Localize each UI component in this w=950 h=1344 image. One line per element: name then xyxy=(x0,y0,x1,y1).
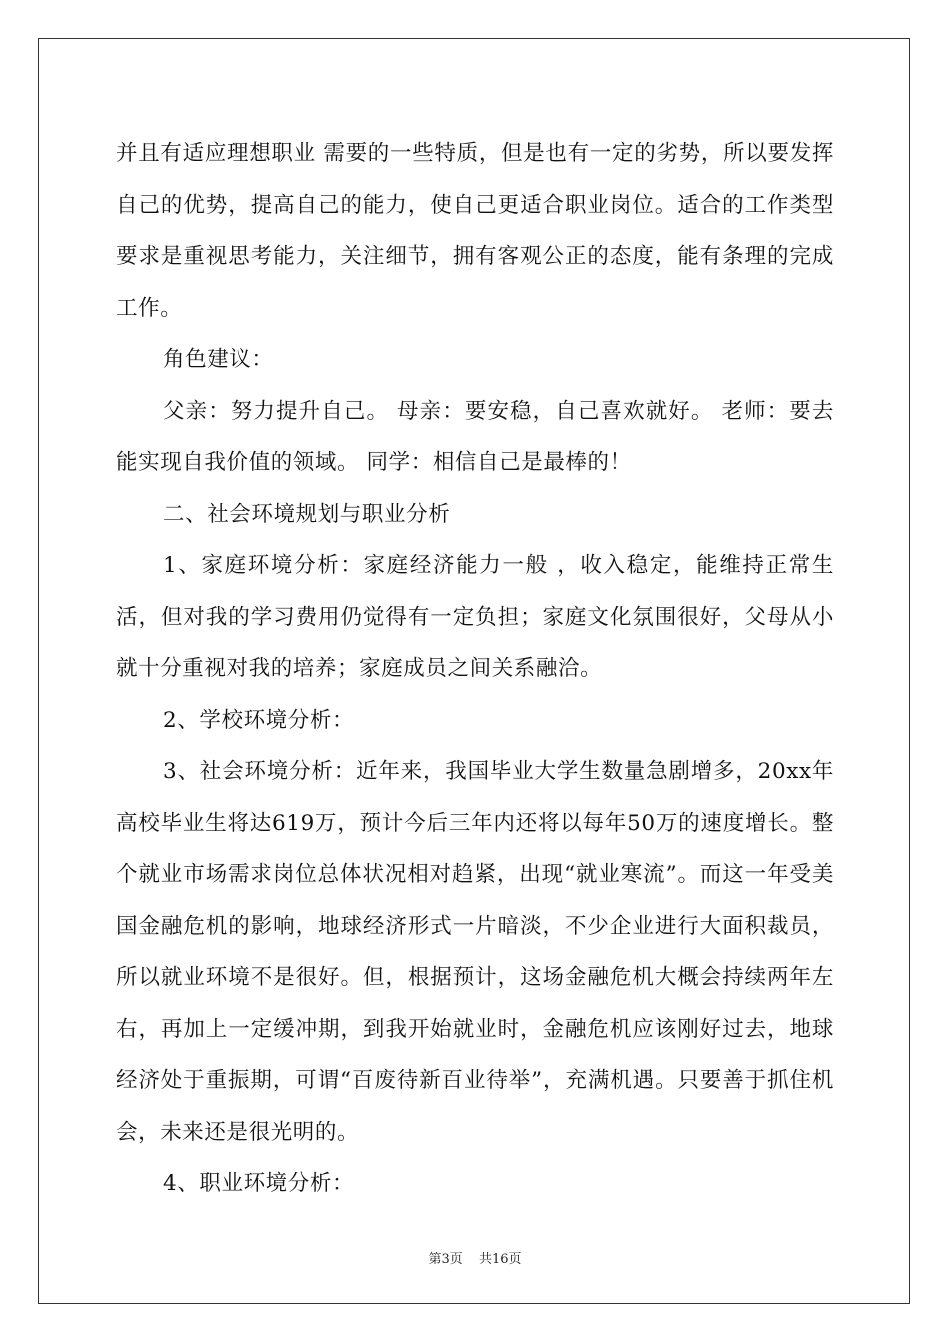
paragraph-1: 并且有适应理想职业 需要的一些特质，但是也有一定的劣势，所以要发挥自己的优势，提高自己的能力，使自己更适合职业岗位。适合的工作类型要求是重视思考能力，关注细节，拥有客观公正的态度，能有条理的完成工作。 xyxy=(116,141,834,321)
document-body xyxy=(116,128,834,1210)
paragraph-4: 二、社会环境规划与职业分析 xyxy=(163,501,451,527)
page-footer xyxy=(0,1248,950,1267)
paragraph-6: 2、学校环境分析： xyxy=(163,707,355,733)
paragraph-8: 4、职业环境分析： xyxy=(163,1171,355,1196)
page-total: 共16页 xyxy=(478,1252,522,1267)
paragraph-3: 父亲：努力提升自己。 母亲：要安稳，自己喜欢就好。 老师：要去能实现自我价值的领域。 同学：相信自己是最棒的！ xyxy=(116,398,834,475)
paragraph-5: 1、家庭环境分析：家庭经济能力一般 ，收入稳定，能维持正常生活，但对我的学习费用仍觉得有一定负担；家庭文化氛围很好，父母从小就十分重视对我的培养；家庭成员之间关系融洽。 xyxy=(116,553,834,681)
paragraph-7: 3、社会环境分析：近年来，我国毕业大学生数量急剧增多，20xx年高校毕业生将达619万，预计今后三年内还将以每年50万的速度增长。整个就业市场需求岗位总体状况相对趋紧，出现“就业寒流”。而这一年受美国金融危机的影响，地球经济形式一片暗淡，不少企业进行大面积裁员，所以就业环境不是很好。但，根据预计，这场金融危机大概会持续两年左右，再加上一定缓冲期，到我开始就业时，金融危机应该刚好过去，地球经济处于重振期，可谓“百废待新百业待举”，充满机遇。只要善于抓住机会，未来还是很光明的。 xyxy=(116,759,834,1145)
paragraph-2: 角色建议： xyxy=(163,347,274,372)
page-number: 第3页 xyxy=(428,1252,463,1267)
